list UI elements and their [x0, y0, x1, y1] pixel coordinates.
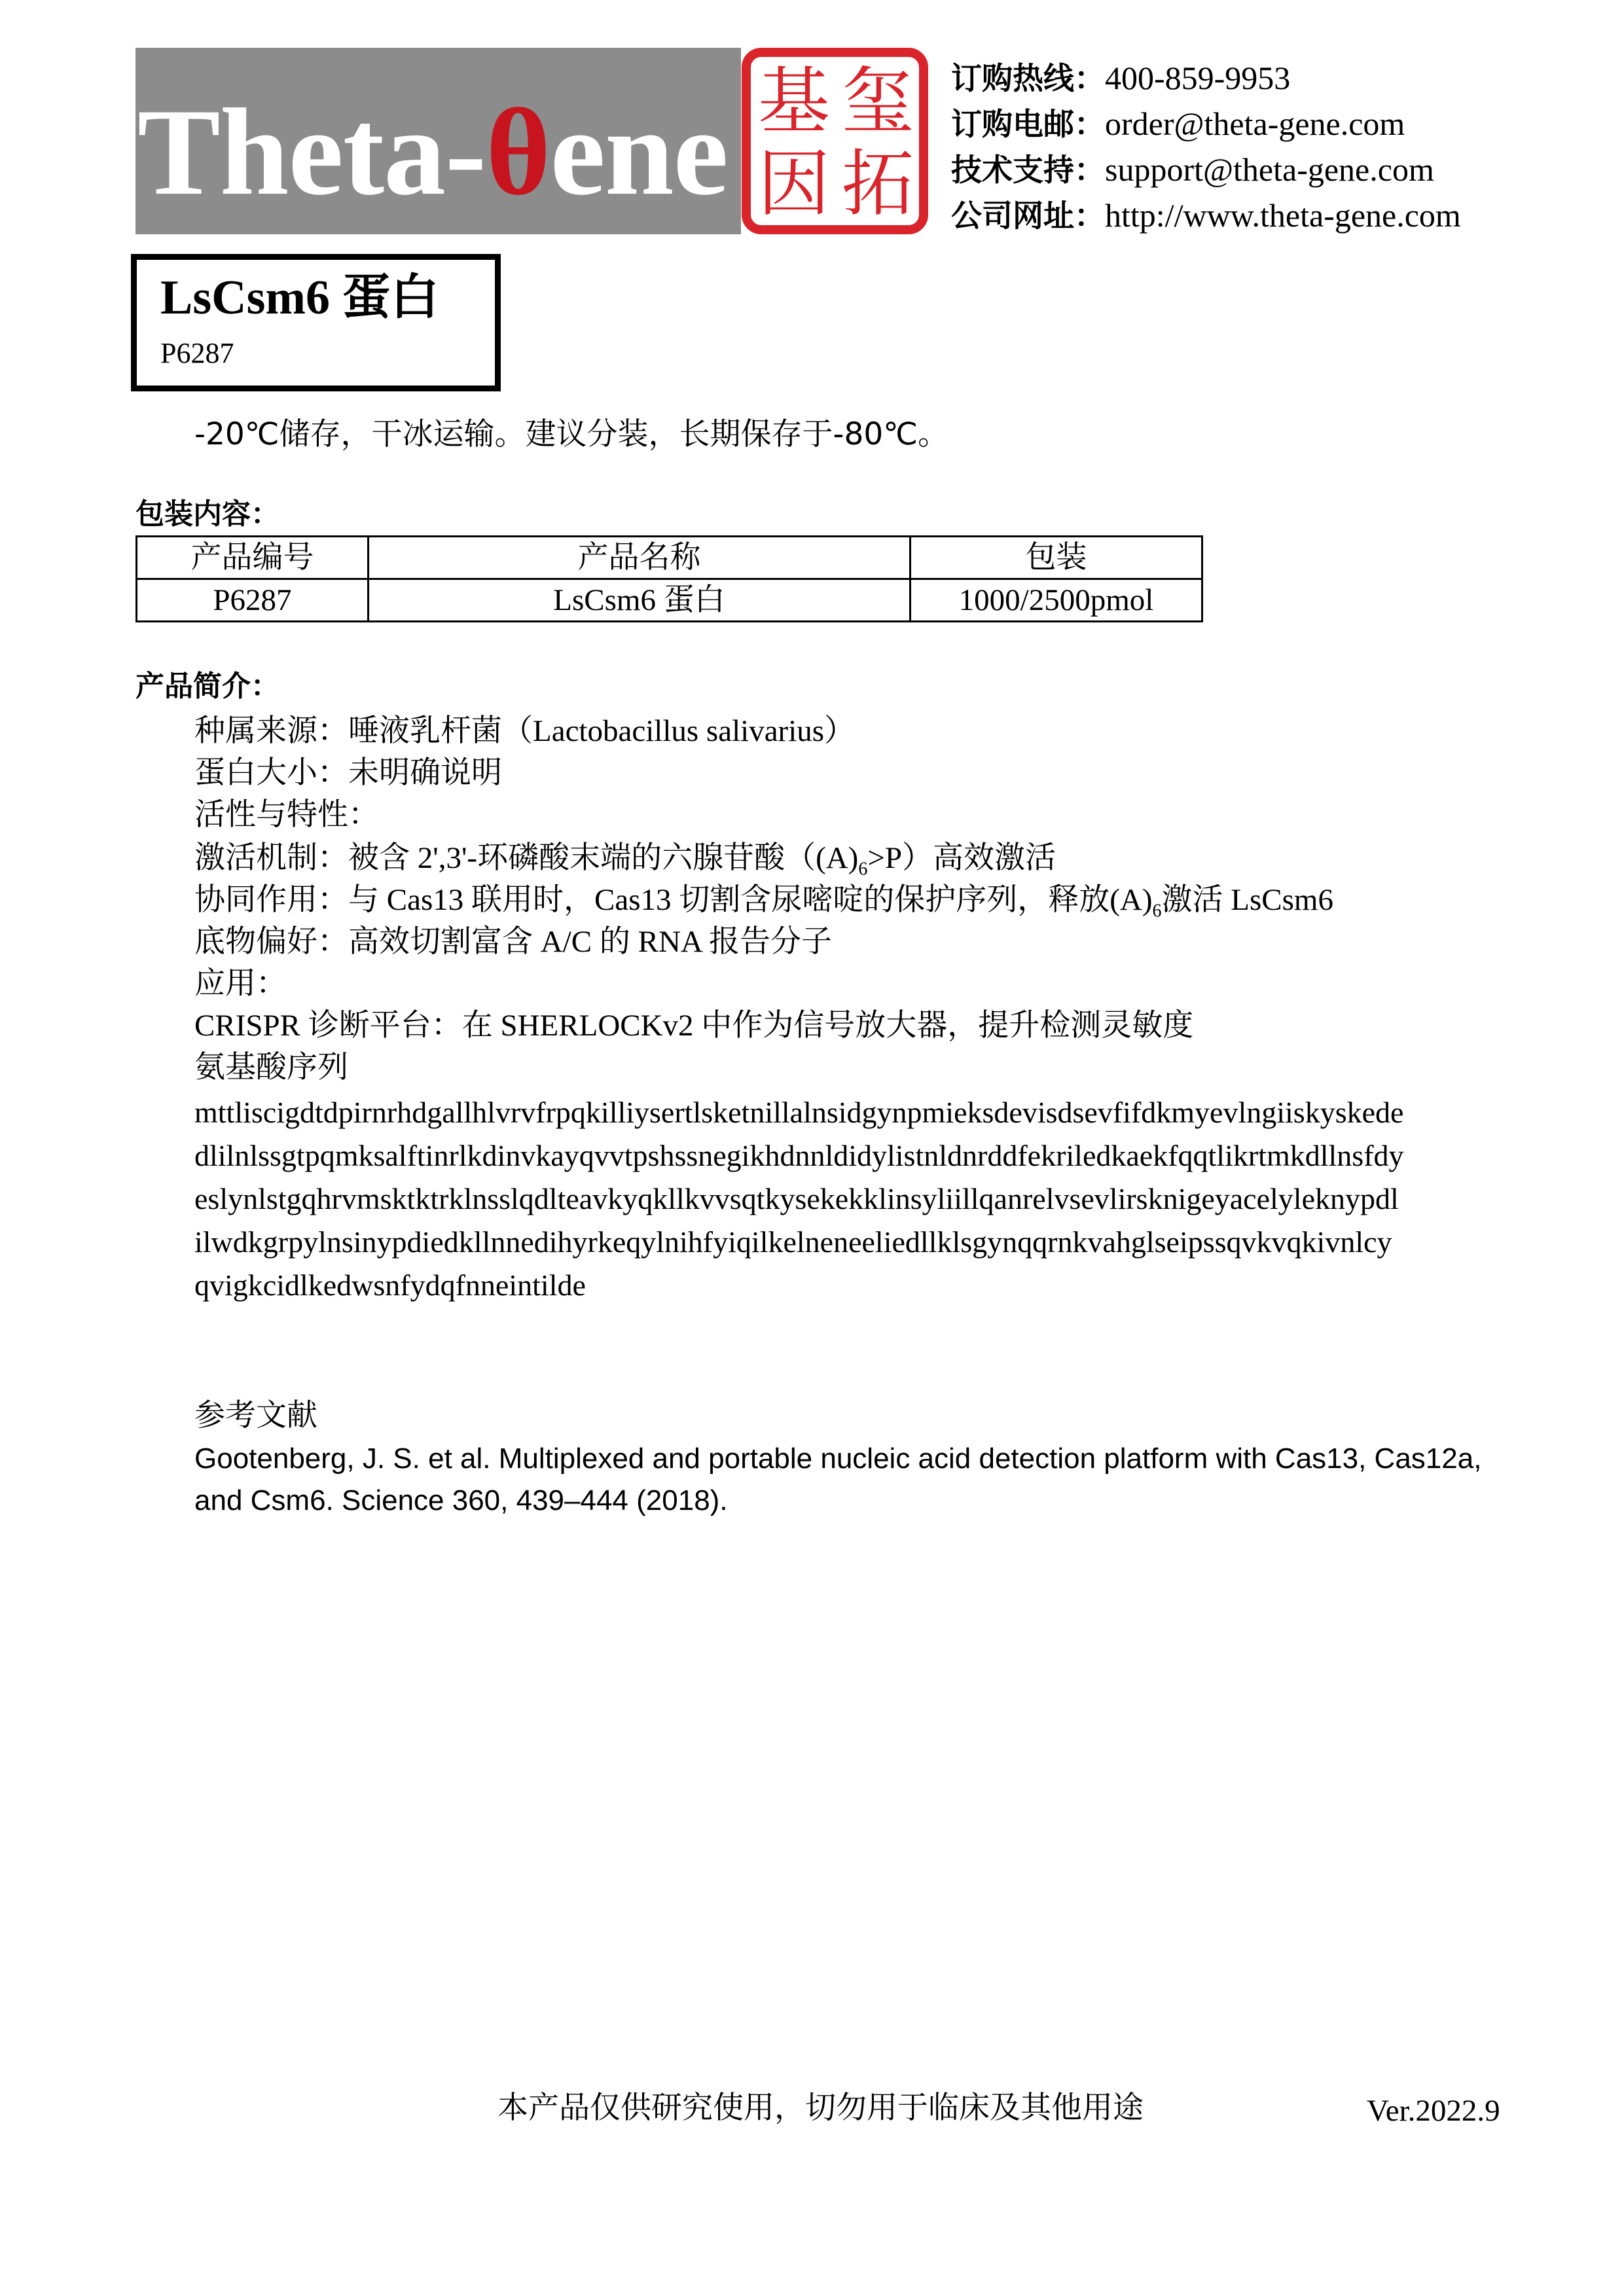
field-value: 未明确说明	[348, 755, 502, 791]
footer-version: Ver.2022.9	[1367, 2094, 1500, 2128]
column-header: 产品编号	[137, 537, 369, 579]
seal-char-yin: 因	[758, 142, 830, 226]
protein-size	[194, 753, 502, 793]
field-label: 激活机制：	[194, 840, 348, 876]
field-value: 与 Cas13 联用时，Cas13 切割含尿嘧啶的保护序列，释放(A)	[348, 883, 1153, 917]
product-code: P6287	[160, 337, 234, 369]
storage-note: -20℃储存，干冰运输。建议分装，长期保存于-80℃。	[194, 416, 949, 452]
package-heading: 包装内容：	[135, 497, 280, 531]
subscript: 6	[858, 859, 868, 880]
reference-line: Gootenberg, J. S. et al. Multiplexed and portable nucleic acid detection platform with Cas13, Cas12a,	[194, 1443, 1482, 1475]
seal-char-xi: 玺	[842, 60, 914, 143]
sequence-line: eslynlstgqhrvmsktktrklnsslqdlteavkyqkllkvvsqtkysekekklinsyliillqanrelvsevlirsknigeyacelyleknypdl	[194, 1182, 1399, 1215]
contact-value[interactable]: support@theta-gene.com	[1105, 151, 1434, 188]
sequence-label: 氨基酸序列	[194, 1049, 348, 1085]
product-title: LsCsm6 蛋白	[160, 271, 439, 325]
sequence-line: ilwdkgrpylnsinypdiedkllnnedihyrkeqylnihfyiqilkelneneeliedllklsgynqqrnkvahglseipssqvkvqkivnlcy	[194, 1225, 1392, 1259]
field-value: 激活 LsCsm6	[1161, 883, 1333, 917]
field-label: 底物偏好：	[194, 924, 348, 960]
sequence-line: dlilnlssgtpqmksalftinrlkdinvkayqvvtpshssnegikhdnnldidylistnldnrddfekriledkaekfqqtlikrtmkdllnsfdy	[194, 1139, 1404, 1172]
table-cell: P6287	[137, 579, 369, 622]
contact-label: 公司网址：	[951, 198, 1105, 234]
footer-disclaimer: 本产品仅供研究使用，切勿用于临床及其他用途	[497, 2090, 1144, 2126]
sequence-line: mttliscigdtdpirnrhdgallhlvrvfrpqkilliysertlsketnillalnsidgynpmieksdevisdsevfifdkmyevlngiiskyskede	[194, 1096, 1404, 1129]
field-label: 种属来源：	[194, 713, 348, 749]
application-value: CRISPR 诊断平台：在 SHERLOCKv2 中作为信号放大器，提升检测灵敏度	[194, 1009, 1194, 1043]
contact-label: 技术支持：	[951, 152, 1105, 188]
application-label: 应用：	[194, 965, 287, 1001]
substrate-preference	[194, 922, 832, 962]
table-cell: 1000/2500pmol	[911, 579, 1202, 622]
reference-line: and Csm6. Science 360, 439–444 (2018).	[194, 1484, 728, 1516]
table-header-row	[137, 537, 1202, 579]
table-cell: LsCsm6 蛋白	[369, 579, 911, 622]
contact-value[interactable]: http://www.theta-gene.com	[1105, 197, 1461, 234]
contact-value: 400-859-9953	[1105, 60, 1291, 96]
sequence-line: qvigkcidlkedwsnfydqfnneintilde	[194, 1268, 586, 1302]
field-label: 蛋白大小：	[194, 755, 348, 791]
seal-char-tuo: 拓	[842, 142, 914, 226]
contact-website	[951, 194, 1606, 237]
contact-support-email	[951, 148, 1606, 191]
field-value: >P）高效激活	[867, 841, 1056, 875]
species-source	[194, 711, 855, 751]
field-value: 被含 2',3'-环磷酸末端的六腺苷酸（(A)	[348, 841, 859, 875]
references-heading: 参考文献	[194, 1397, 317, 1433]
activity-label: 活性与特性：	[194, 797, 379, 833]
contact-hotline	[951, 56, 1606, 99]
contact-label: 订购电邮：	[951, 107, 1105, 143]
column-header: 包装	[911, 537, 1202, 579]
contact-order-email	[951, 102, 1606, 145]
contact-value[interactable]: order@theta-gene.com	[1105, 105, 1405, 142]
seal-char-ji: 基	[758, 60, 830, 143]
table-row	[137, 579, 1202, 622]
field-value: 唾液乳杆菌（Lactobacillus salivarius）	[348, 714, 856, 748]
field-value: 高效切割富含 A/C 的 RNA 报告分子	[348, 925, 832, 959]
company-seal	[742, 48, 928, 234]
field-label: 协同作用：	[194, 882, 348, 918]
company-logo: Theta-θene	[137, 84, 728, 221]
contact-label: 订购热线：	[951, 61, 1105, 97]
package-table	[135, 535, 1203, 622]
column-header: 产品名称	[369, 537, 911, 579]
subscript: 6	[1152, 901, 1162, 922]
intro-heading: 产品简介：	[135, 670, 280, 703]
